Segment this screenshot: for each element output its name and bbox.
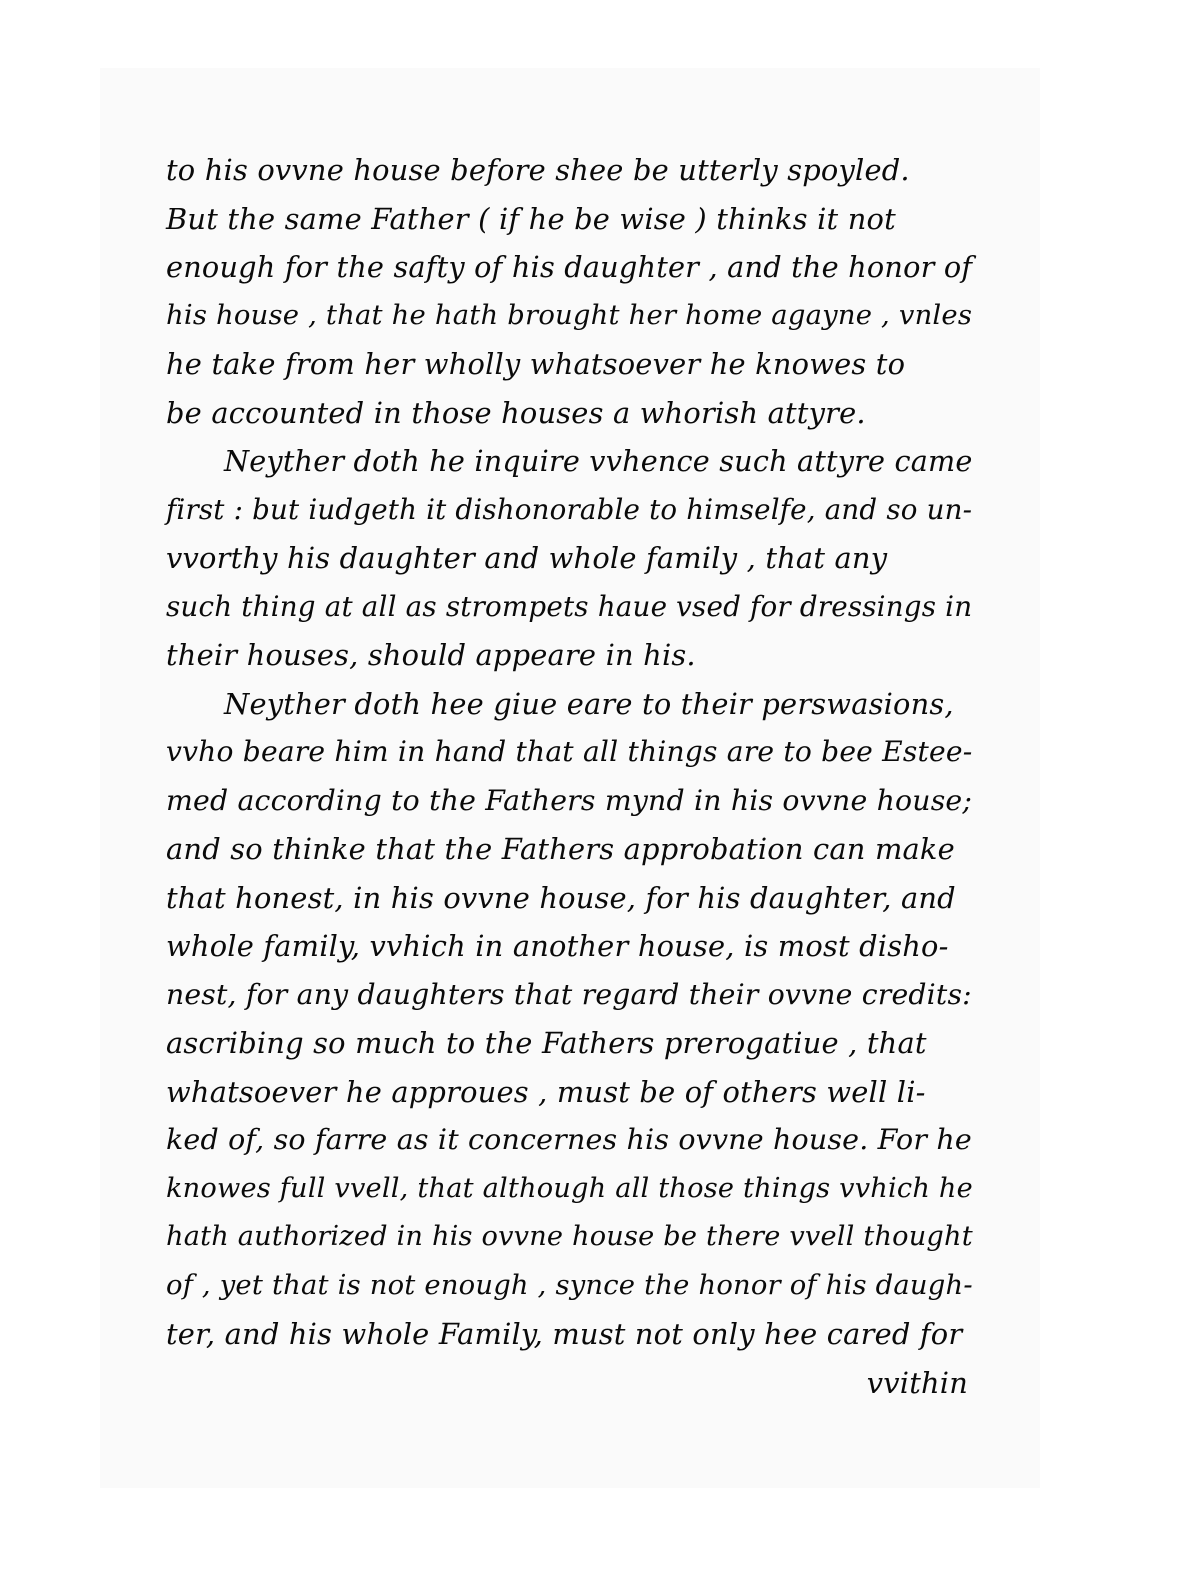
text-line: be accounted in those houses a whorish attyre.: [166, 395, 866, 430]
text-line: med according to the Fathers mynd in his ovvne house;: [166, 783, 973, 817]
text-line: whole family, vvhich in another house, is most disho-: [166, 929, 949, 963]
paragraph-start-line: Neyther doth he inquire vvhence such attyre came: [224, 444, 973, 478]
text-line: nest, for any daughters that regard their ovvne credits:: [166, 977, 972, 1011]
text-line: enough for the safty of his daughter , and the honor of: [166, 250, 973, 284]
text-line: he take from her wholly whatsoever he knowes to: [166, 347, 906, 381]
text-line: of , yet that is not enough , synce the honor of his daugh-: [166, 1269, 973, 1301]
text-line: to his ovvne house before shee be utterly spoyled.: [166, 153, 910, 187]
text-line: his house , that he hath brought her home agayne , vnles: [166, 299, 973, 331]
text-line: vvho beare him in hand that all things are to bee Estee-: [166, 735, 973, 768]
text-line: that honest, in his ovvne house, for his daughter, and: [166, 880, 956, 915]
text-line: such thing at all as strompets haue vsed for dressings in: [166, 589, 973, 623]
text-line: knowes full vvell, that although all those things vvhich he: [166, 1172, 973, 1204]
paragraph-start-line: Neyther doth hee giue eare to their perswasions,: [224, 686, 954, 721]
text-line: their houses, should appeare in his.: [166, 638, 696, 672]
text-line: vvorthy his daughter and whole family , that any: [166, 541, 888, 575]
catchword: vvithin: [866, 1365, 968, 1400]
text-line: ked of, so farre as it concernes his ovvne house. For he: [166, 1123, 972, 1156]
body-text: [166, 146, 976, 1407]
text-line: whatsoever he approues , must be of others well li-: [166, 1074, 926, 1109]
text-line: ascribing so much to the Fathers prerogatiue , that: [166, 1026, 927, 1060]
text-line: hath authorized in his ovvne house be there vvell thought: [166, 1221, 973, 1252]
text-line: ter, and his whole Family, must not only hee cared for: [166, 1317, 963, 1351]
text-line: and so thinke that the Fathers approbation can make: [166, 832, 955, 866]
text-line: But the same Father ( if he be wise ) thinks it not: [166, 201, 896, 236]
text-line: first : but iudgeth it dishonorable to himselfe, and so un-: [166, 492, 973, 526]
